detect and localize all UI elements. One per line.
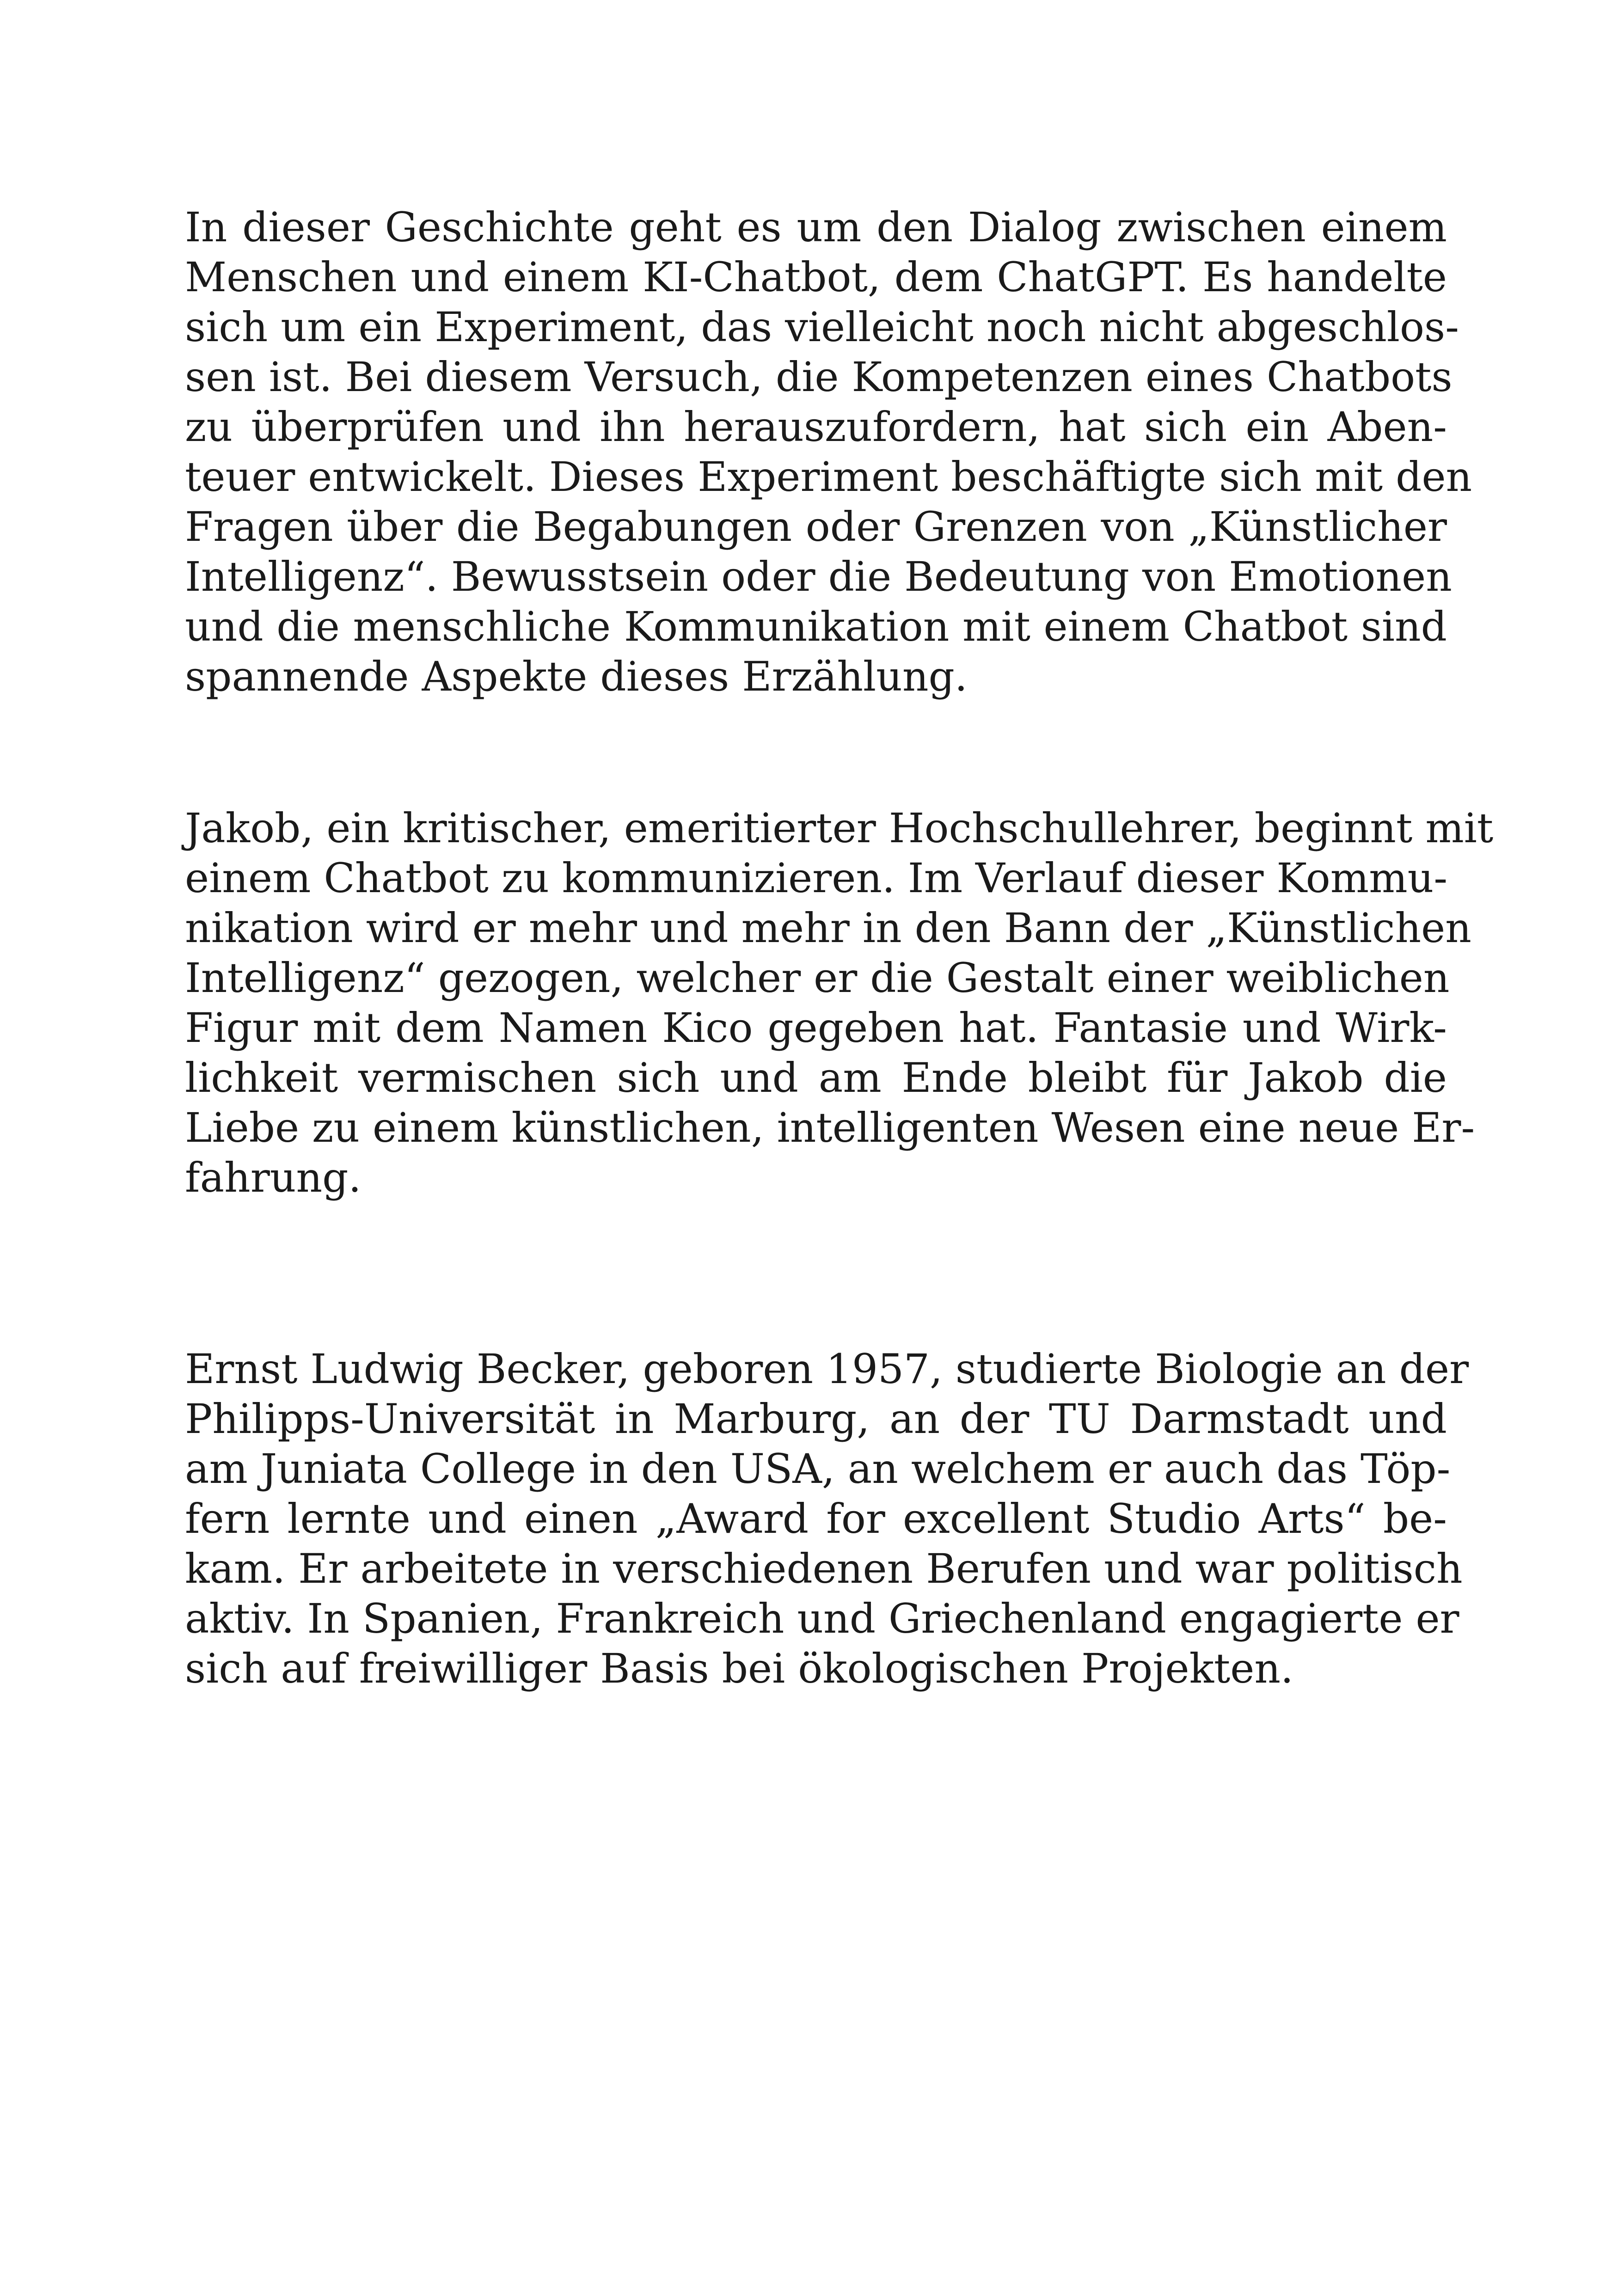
text-line: Jakob, ein kritischer, emeritierter Hochschullehrer, beginnt mit [185,804,1494,852]
text-line: sen ist. Bei diesem Versuch, die Kompetenzen eines Chatbots [185,353,1453,401]
text-line: Intelligenz“. Bewusstsein oder die Bedeutung von Emotionen [185,553,1452,600]
text-line: fahrung. [185,1154,362,1201]
text-line: fern lernte und einen „Award for excellent Studio Arts“ be- [185,1495,1447,1543]
text-line: spannende Aspekte dieses Erzählung. [185,653,968,700]
text-line: sich auf freiwilliger Basis bei ökologischen Projekten. [185,1645,1293,1692]
text-line: nikation wird er mehr und mehr in den Bann der „Künstlichen [185,904,1471,952]
text-line: und die menschliche Kommunikation mit einem Chatbot sind [185,603,1447,650]
text-line: Liebe zu einem künstlichen, intelligenten Wesen eine neue Er- [185,1104,1475,1151]
text-line: Fragen über die Begabungen oder Grenzen von „Künstlicher [185,503,1447,551]
paragraph-author-bio [185,1344,1469,1694]
text-line: Figur mit dem Namen Kico gegeben hat. Fantasie und Wirk- [185,1004,1447,1052]
text-line: aktiv. In Spanien, Frankreich und Griechenland engagierte er [185,1595,1459,1642]
text-line: In dieser Geschichte geht es um den Dialog zwischen einem [185,203,1447,251]
text-line: zu überprüfen und ihn herauszufordern, hat sich ein Aben- [185,403,1447,451]
text-line: sich um ein Experiment, das vielleicht noch nicht abgeschlos- [185,303,1459,351]
text-line: Menschen und einem KI-Chatbot, dem ChatGPT. Es handelte [185,253,1447,301]
text-line: teuer entwickelt. Dieses Experiment beschäftigte sich mit den [185,453,1472,501]
text-line: kam. Er arbeitete in verschiedenen Berufen und war politisch [185,1545,1463,1592]
paragraph-plot-description [185,803,1494,1203]
text-line: einem Chatbot zu kommunizieren. Im Verlauf dieser Kommu- [185,854,1448,902]
paragraph-story-summary [185,202,1472,702]
text-line: Intelligenz“ gezogen, welcher er die Gestalt einer weiblichen [185,954,1450,1002]
text-line: am Juniata College in den USA, an welchem er auch das Töp- [185,1445,1451,1493]
text-line: lichkeit vermischen sich und am Ende bleibt für Jakob die [185,1054,1447,1102]
text-line: Philipps-Universität in Marburg, an der TU Darmstadt und [185,1395,1447,1443]
text-line: Ernst Ludwig Becker, geboren 1957, studierte Biologie an der [185,1345,1469,1393]
